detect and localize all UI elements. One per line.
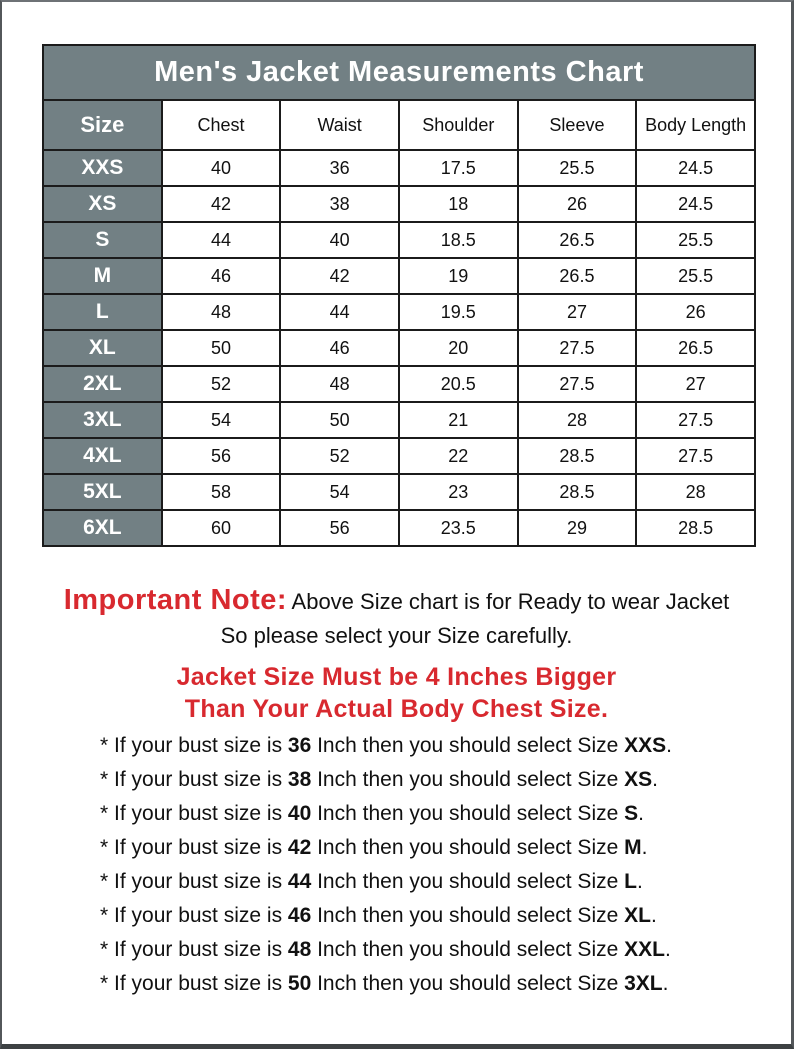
measurement-value: 24.5 (636, 186, 755, 222)
measurement-value: 54 (280, 474, 399, 510)
column-header-body-length: Body Length (636, 100, 755, 150)
bullet-suffix-text: . (664, 938, 671, 961)
measurement-value: 40 (280, 222, 399, 258)
table-row (43, 294, 755, 330)
table-row (43, 474, 755, 510)
bullet-suffix-text: . (636, 870, 643, 893)
measurement-value: 48 (280, 366, 399, 402)
bullet-middle-text: Inch then you should select Size (311, 734, 625, 757)
table-row (43, 402, 755, 438)
bullet-suffix-text: . (666, 734, 672, 757)
measurement-value: 27 (518, 294, 637, 330)
measurement-value: 26 (636, 294, 755, 330)
size-label: S (43, 222, 162, 258)
column-header-row (43, 100, 755, 150)
important-note (2, 585, 791, 651)
bust-size-rule (100, 967, 791, 1001)
bust-size-guide (2, 729, 791, 1001)
measurement-value: 28.5 (636, 510, 755, 546)
recommended-size-value: XXS (624, 734, 667, 757)
bullet-prefix-text: * If your bust size is (100, 836, 288, 859)
bullet-middle-text: Inch then you should select Size (311, 802, 625, 825)
bullet-middle-text: Inch then you should select Size (311, 836, 625, 859)
size-label: 6XL (43, 510, 162, 546)
measurement-value: 27.5 (518, 366, 637, 402)
measurement-value: 50 (280, 402, 399, 438)
measurement-value: 44 (280, 294, 399, 330)
recommended-size-value: M (624, 836, 642, 859)
measurement-value: 56 (280, 510, 399, 546)
measurement-value: 58 (162, 474, 281, 510)
bullet-prefix-text: * If your bust size is (100, 904, 288, 927)
bust-value: 36 (287, 734, 312, 757)
size-label: 4XL (43, 438, 162, 474)
size-label: L (43, 294, 162, 330)
bullet-prefix-text: * If your bust size is (100, 802, 288, 825)
bullet-suffix-text: . (652, 768, 658, 791)
bust-value: 48 (287, 938, 312, 961)
measurement-value: 46 (280, 330, 399, 366)
column-header-waist: Waist (280, 100, 399, 150)
measurement-value: 27.5 (518, 330, 637, 366)
important-note-label: Important Note: (63, 584, 288, 616)
measurement-value: 28.5 (518, 474, 637, 510)
measurement-value: 26.5 (518, 222, 637, 258)
bullet-prefix-text: * If your bust size is (100, 938, 288, 961)
measurement-value: 42 (162, 186, 281, 222)
recommended-size-value: 3XL (624, 972, 663, 995)
measurement-value: 28 (636, 474, 755, 510)
table-row (43, 510, 755, 546)
bust-value: 40 (287, 802, 312, 825)
table-row (43, 186, 755, 222)
measurement-value: 52 (280, 438, 399, 474)
measurement-value: 26.5 (636, 330, 755, 366)
size-warning-line2: Than Your Actual Body Chest Size. (184, 695, 609, 723)
measurement-value: 52 (162, 366, 281, 402)
table-title-row (43, 45, 755, 100)
size-label: 5XL (43, 474, 162, 510)
measurement-value: 18.5 (399, 222, 518, 258)
bust-size-rule (100, 729, 791, 763)
bullet-prefix-text: * If your bust size is (100, 768, 288, 791)
measurement-value: 19 (399, 258, 518, 294)
bullet-prefix-text: * If your bust size is (100, 870, 288, 893)
table-row (43, 222, 755, 258)
measurement-value: 28.5 (518, 438, 637, 474)
measurement-value: 25.5 (636, 258, 755, 294)
measurement-value: 60 (162, 510, 281, 546)
size-warning-line1: Jacket Size Must be 4 Inches Bigger (176, 663, 617, 691)
bullet-middle-text: Inch then you should select Size (311, 904, 625, 927)
measurement-value: 28 (518, 402, 637, 438)
measurement-value: 26 (518, 186, 637, 222)
measurement-value: 27.5 (636, 402, 755, 438)
important-note-line1 (2, 585, 791, 620)
column-header-sleeve: Sleeve (518, 100, 637, 150)
measurement-value: 48 (162, 294, 281, 330)
measurement-value: 54 (162, 402, 281, 438)
measurement-value: 21 (399, 402, 518, 438)
table-title: Men's Jacket Measurements Chart (43, 45, 755, 100)
bullet-suffix-text: . (662, 972, 669, 995)
bust-size-rule (100, 933, 791, 967)
measurement-value: 36 (280, 150, 399, 186)
measurements-table (42, 44, 756, 547)
measurement-value: 44 (162, 222, 281, 258)
table-row (43, 330, 755, 366)
bust-size-rule (100, 797, 791, 831)
recommended-size-value: XXL (624, 938, 665, 961)
measurement-value: 38 (280, 186, 399, 222)
bullet-middle-text: Inch then you should select Size (311, 768, 625, 791)
bullet-prefix-text: * If your bust size is (100, 972, 288, 995)
size-label: 2XL (43, 366, 162, 402)
table-body (43, 150, 755, 546)
bust-size-rule (100, 831, 791, 865)
important-note-line2: So please select your Size carefully. (220, 623, 573, 648)
bullet-middle-text: Inch then you should select Size (311, 938, 625, 961)
measurement-value: 27.5 (636, 438, 755, 474)
size-warning (2, 661, 791, 725)
bust-value: 50 (287, 972, 312, 995)
bust-size-rule (100, 899, 791, 933)
bullet-suffix-text: . (638, 802, 644, 825)
bust-size-rule (100, 763, 791, 797)
measurement-value: 23.5 (399, 510, 518, 546)
measurement-value: 26.5 (518, 258, 637, 294)
bust-value: 44 (287, 870, 312, 893)
size-label: 3XL (43, 402, 162, 438)
size-label: XL (43, 330, 162, 366)
measurement-value: 24.5 (636, 150, 755, 186)
bullet-middle-text: Inch then you should select Size (311, 972, 625, 995)
measurement-value: 25.5 (636, 222, 755, 258)
measurement-value: 56 (162, 438, 281, 474)
important-note-text: Above Size chart is for Ready to wear Jacket (291, 589, 730, 614)
bust-size-rule (100, 865, 791, 899)
bust-value: 46 (287, 904, 312, 927)
bust-value: 38 (287, 768, 312, 791)
measurement-value: 50 (162, 330, 281, 366)
recommended-size-value: XS (624, 768, 653, 791)
measurement-value: 20.5 (399, 366, 518, 402)
recommended-size-value: S (624, 802, 639, 825)
column-header-chest: Chest (162, 100, 281, 150)
measurement-value: 25.5 (518, 150, 637, 186)
measurement-value: 42 (280, 258, 399, 294)
bust-value: 42 (287, 836, 312, 859)
table-row (43, 438, 755, 474)
measurement-value: 19.5 (399, 294, 518, 330)
measurement-value: 40 (162, 150, 281, 186)
measurement-value: 27 (636, 366, 755, 402)
measurement-value: 22 (399, 438, 518, 474)
table-row (43, 366, 755, 402)
size-label: XS (43, 186, 162, 222)
bullet-middle-text: Inch then you should select Size (311, 870, 625, 893)
size-label: XXS (43, 150, 162, 186)
measurement-value: 46 (162, 258, 281, 294)
size-label: M (43, 258, 162, 294)
measurement-value: 29 (518, 510, 637, 546)
measurement-value: 17.5 (399, 150, 518, 186)
bullet-suffix-text: . (641, 836, 648, 859)
bullet-prefix-text: * If your bust size is (100, 734, 288, 757)
table-row (43, 150, 755, 186)
recommended-size-value: L (624, 870, 637, 893)
table-row (43, 258, 755, 294)
measurement-value: 20 (399, 330, 518, 366)
bullet-suffix-text: . (650, 904, 657, 927)
measurement-value: 23 (399, 474, 518, 510)
column-header-size: Size (43, 100, 162, 150)
column-header-shoulder: Shoulder (399, 100, 518, 150)
measurement-value: 18 (399, 186, 518, 222)
recommended-size-value: XL (624, 904, 651, 927)
